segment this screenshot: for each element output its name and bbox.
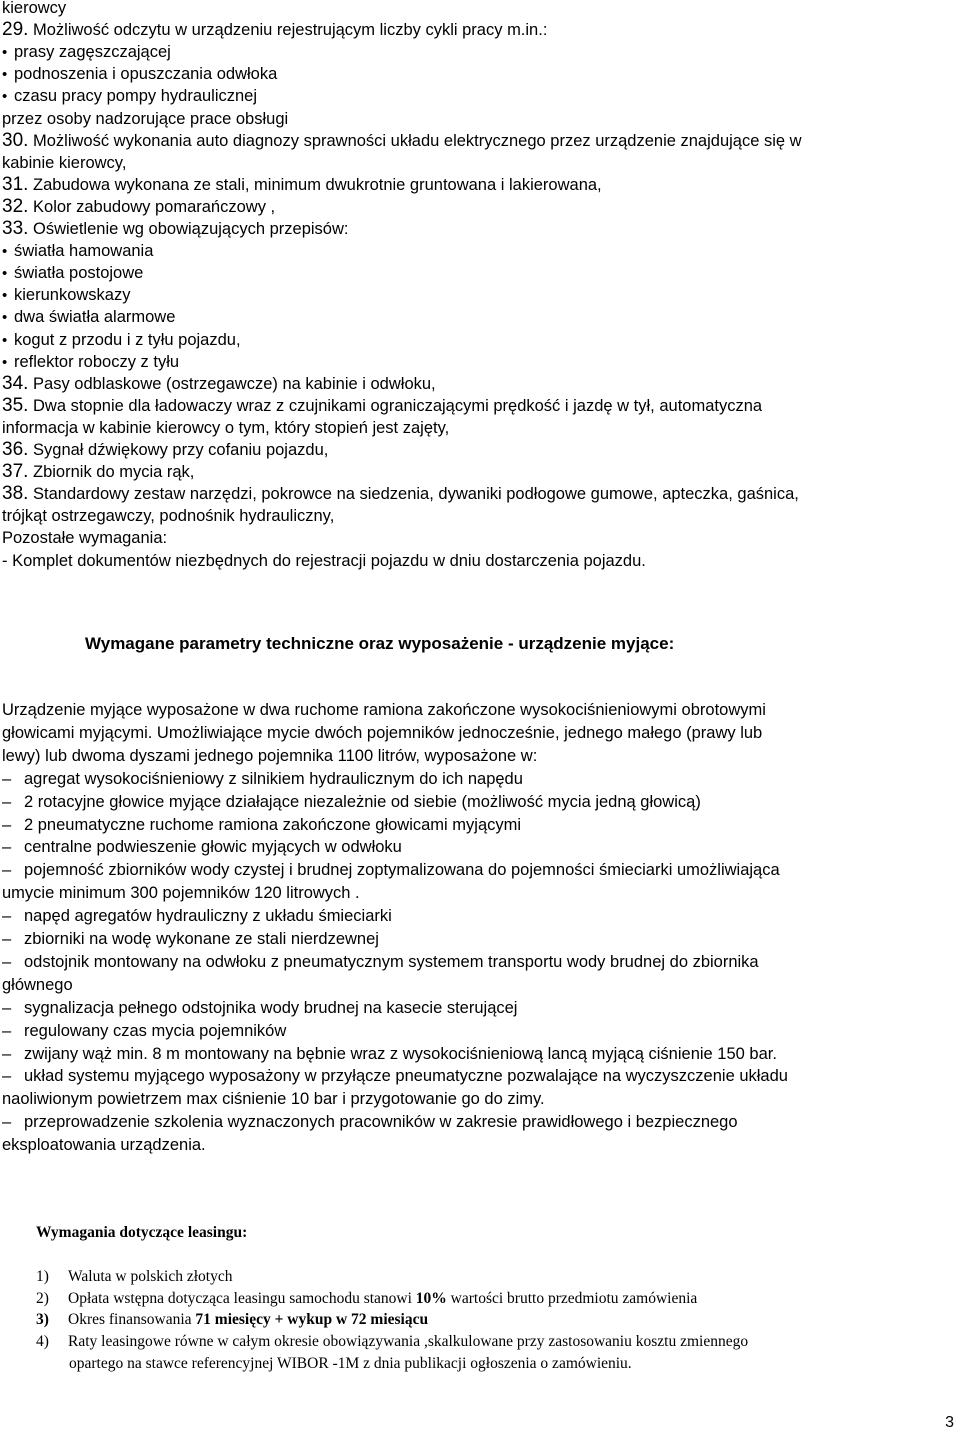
line-text: informacja w kabinie kierowcy o tym, który stopień jest zajęty, [2,418,450,437]
line-text: głównego [2,975,73,994]
line-text: odstojnik montowany na odwłoku z pneumatycznym systemem transportu wody brudnej do zbiornika [24,952,759,971]
line-text: reflektor roboczy z tyłu [14,352,180,371]
leasing-heading: Wymagania dotyczące leasingu: [36,1224,248,1241]
leasing-item [36,1310,428,1330]
leasing-item-text: Raty leasingowe równe w całym okresie obowiązywania ,skalkulowane przy zastosowaniu kosztu zmiennego [68,1332,749,1350]
dash-item [2,859,780,881]
numbered-item [2,196,275,218]
leasing-item-number: 2) [36,1289,49,1307]
dash-item [2,814,521,836]
item-number: 32. [2,195,29,217]
numbered-item [2,395,762,417]
numbered-item [2,461,194,483]
line-text: sygnalizacja pełnego odstojnika wody brudnej na kasecie sterującej [24,998,518,1017]
line-text: kogut z przodu i z tyłu pojazdu, [14,330,241,349]
leasing-item [36,1332,748,1352]
line-text: napęd agregatów hydrauliczny z układu śmieciarki [24,907,392,926]
leasing-item-4-continuation: opartego na stawce referencyjnej WIBOR -1M z dnia publikacji ogłoszenia o zamówieniu. [69,1355,632,1372]
line-text: 2 pneumatyczne ruchome ramiona zakończone głowicami myjącymi [24,815,522,834]
leasing-item-number: 1) [36,1268,49,1285]
text-line [2,699,766,721]
line-text: pojemność zbiorników wody czystej i brudnej zoptymalizowana do pojemności śmieciarki umożliwiająca [24,861,780,880]
item-number: 33. [2,218,29,239]
numbered-item [2,218,349,240]
item-number: 35. [2,394,29,416]
line-text: zbiorniki na wodę wykonane ze stali nierdzewnej [24,930,379,948]
line-text: naoliwionym powietrzem max ciśnienie 10 bar i przygotowanie go do zimy. [2,1090,545,1109]
line-text: centralne podwieszenie głowic myjących w odwłoku [24,838,402,857]
text-line [2,882,360,904]
text-line [2,152,126,174]
dash-item [2,768,523,790]
text-line [2,1134,206,1156]
text-line [2,550,646,572]
item-number: 37. [2,461,29,483]
dash-item [2,997,517,1019]
bullet-item [2,63,277,86]
line-text: Możliwość odczytu w urządzeniu rejestrującym liczby cykli pracy m.in.: [28,21,548,40]
text-line [2,722,762,744]
line-text: 2 rotacyjne głowice myjące działające niezależnie od siebie (możliwość mycia jedną głowicą) [24,792,701,811]
text-line [2,0,66,19]
line-text: Kolor zabudowy pomarańczowy , [28,197,276,216]
bullet-item [2,306,175,329]
text-line [2,108,288,130]
line-text: Pozostałe wymagania: [2,529,168,548]
dash-item [2,951,759,973]
leasing-item-text: Okres finansowania [68,1311,196,1328]
line-text: trójkąt ostrzegawczy, podnośnik hydrauliczny, [2,507,335,526]
leasing-item [36,1267,232,1287]
numbered-item [2,373,436,395]
line-text: głowicami myjącymi. Umożliwiające mycie dwóch pojemników jednocześnie, jednego małego (prawy lub [2,723,763,742]
bullet-item [2,262,143,285]
line-text: dwa światła alarmowe [14,308,176,327]
line-text: Urządzenie myjące wyposażone w dwa ruchome ramiona zakończone wysokociśnieniowymi obrotowymi [2,701,766,719]
line-text: regulowany czas mycia pojemników [24,1021,287,1040]
item-number: 36. [2,439,29,460]
dash-item [2,791,701,813]
text-line [2,505,334,527]
item-number: 31. [2,173,29,195]
line-text: kabinie kierowcy, [2,153,127,172]
line-text: układ systemu myjącego wyposażony w przyłącze pneumatyczne pozwalające na wyczyszczenie układu [24,1067,788,1086]
text-line [2,527,167,549]
leasing-item-text: Opłata wstępna dotycząca leasingu samochodu stanowi [68,1289,416,1307]
numbered-item [2,483,799,505]
line-text: światła postojowe [14,264,144,283]
bullet-item [2,240,153,263]
bullet-item [2,85,257,108]
dash-item [2,1043,777,1065]
line-text: - Komplet dokumentów niezbędnych do rejestracji pojazdu w dniu dostarczenia pojazdu. [2,551,646,570]
line-text: Dwa stopnie dla ładowaczy wraz z czujnikami ograniczającymi prędkość i jazdę w tył, automatyczna [28,396,763,415]
line-text: Oświetlenie wg obowiązujących przepisów: [28,220,349,238]
line-text: eksploatowania urządzenia. [2,1136,206,1155]
leasing-item-number: 3) [36,1311,49,1328]
line-text: światła hamowania [14,242,154,261]
numbered-item [2,439,328,461]
text-line [2,745,537,767]
line-text: umycie minimum 300 pojemników 120 litrowych . [2,884,360,903]
leasing-item-emphasis: 10% [415,1289,447,1307]
bullet-item [2,351,179,374]
leasing-item [36,1289,697,1309]
line-text: przez osoby nadzorujące prace obsługi [2,109,289,128]
section-heading-washer: Wymagane parametry techniczne oraz wyposażenie - urządzenie myjące: [85,634,675,653]
bullet-item [2,329,241,352]
line-text: podnoszenia i opuszczania odwłoka [14,65,278,84]
dash-item [2,1020,286,1042]
line-text: zwijany wąż min. 8 m montowany na bębnie wraz z wysokociśnieniową lancą myjącą ciśnienie 150 bar. [24,1044,777,1063]
line-text: Możliwość wykonania auto diagnozy sprawności układu elektrycznego przez urządzenie znajdujące się w [28,131,802,150]
numbered-item [2,19,547,41]
line-text: czasu pracy pompy hydraulicznej [14,87,258,106]
line-text: Pasy odblaskowe (ostrzegawcze) na kabinie i odwłoku, [28,374,436,393]
line-text: kierowcy [2,0,67,17]
item-number: 34. [2,372,29,394]
line-text: prasy zagęszczającej [14,43,171,62]
bullet-item [2,41,171,64]
page-number: 3 [945,1414,954,1431]
text-line [2,974,73,996]
leasing-item-text: Waluta w polskich złotych [68,1268,233,1285]
line-text: Zabudowa wykonana ze stali, minimum dwukrotnie gruntowana i lakierowana, [28,175,602,194]
leasing-item-text-tail: wartości brutto przedmiotu zamówienia [446,1289,698,1307]
line-text: lewy) lub dwoma dyszami jednego pojemnika 1100 litrów, wyposażone w: [2,746,538,765]
item-number: 30. [2,129,29,151]
line-text: Sygnał dźwiękowy przy cofaniu pojazdu, [28,441,329,459]
text-line [2,1088,545,1110]
line-text: Standardowy zestaw narzędzi, pokrowce na siedzenia, dywaniki podłogowe gumowe, apteczka, gaśnica, [28,485,799,504]
numbered-item [2,130,802,152]
leasing-item-emphasis: 71 miesięcy + wykup w 72 miesiącu [195,1311,429,1328]
line-text: agregat wysokociśnieniowy z silnikiem hydraulicznym do ich napędu [24,769,523,788]
dash-item [2,1065,788,1087]
dash-item [2,1111,738,1133]
dash-item [2,928,379,950]
dash-item [2,836,402,858]
item-number: 38. [2,483,29,505]
dash-item [2,905,392,927]
numbered-item [2,174,602,196]
line-text: kierunkowskazy [14,286,131,305]
bullet-item [2,284,130,307]
leasing-item-number: 4) [36,1332,49,1350]
line-text: Zbiornik do mycia rąk, [28,463,195,482]
text-line [2,417,449,439]
line-text: przeprowadzenie szkolenia wyznaczonych pracowników w zakresie prawidłowego i bezpiecznego [24,1113,738,1132]
item-number: 29. [2,19,29,41]
